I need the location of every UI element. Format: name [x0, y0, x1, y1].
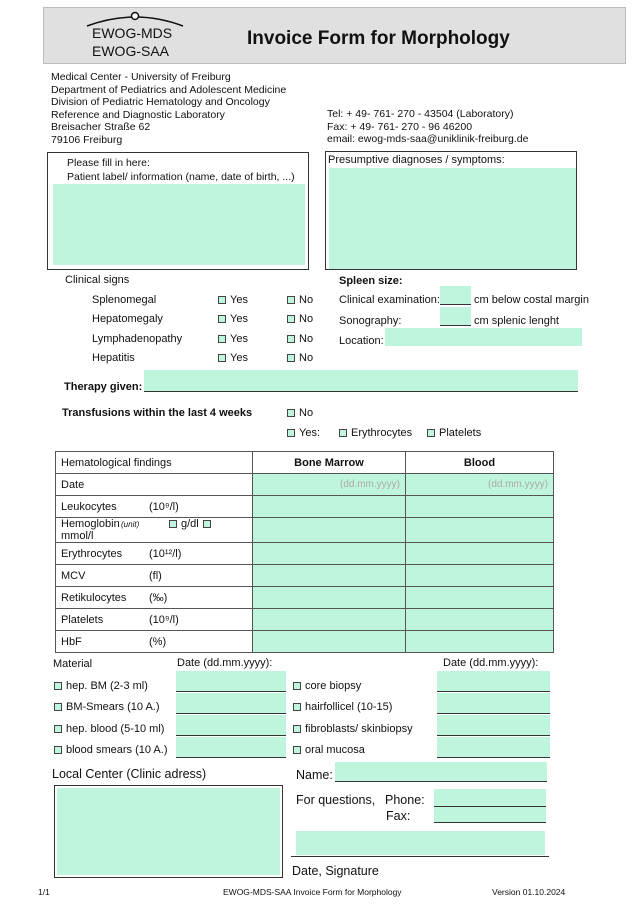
- table-row: [56, 452, 554, 474]
- spleen-sono-input[interactable]: [440, 307, 471, 326]
- bm-input[interactable]: [253, 565, 406, 587]
- spleen-clinical-label: Clinical examination:: [339, 294, 440, 306]
- row-label: Leukocytes (10⁹/l): [56, 496, 253, 518]
- signature-label: Date, Signature: [292, 864, 379, 878]
- fax-input[interactable]: [434, 807, 546, 823]
- material-date-input[interactable]: [176, 715, 286, 736]
- address-line: Medical Center - University of Freiburg: [51, 71, 231, 83]
- row-label: Retikulocytes (‰): [56, 587, 253, 609]
- bm-input[interactable]: [253, 518, 406, 543]
- footer-version: Version 01.10.2024: [492, 887, 566, 897]
- bm-date-input[interactable]: (dd.mm.yyyy): [253, 474, 406, 496]
- checkbox[interactable]: [293, 746, 301, 754]
- clinical-signs-title: Clinical signs: [65, 274, 130, 286]
- checkbox[interactable]: [287, 409, 295, 417]
- blood-input[interactable]: [406, 609, 554, 631]
- hematology-table: [55, 451, 554, 653]
- address-line: Breisacher Straße 62: [51, 121, 151, 133]
- material-date-input[interactable]: [437, 737, 550, 758]
- material-date-input[interactable]: [437, 671, 550, 692]
- material-option[interactable]: blood smears (10 A.): [54, 744, 168, 756]
- material-date-input[interactable]: [437, 693, 550, 714]
- table-row: [56, 518, 554, 543]
- address-line: Division of Pediatric Hematology and Oncology: [51, 96, 270, 108]
- col-blood: Blood: [406, 452, 554, 474]
- checkbox[interactable]: [287, 429, 295, 437]
- local-center-label: Local Center (Clinic adress): [52, 767, 207, 781]
- checkbox[interactable]: [293, 682, 301, 690]
- material-date-input[interactable]: [176, 671, 286, 692]
- checkbox[interactable]: [427, 429, 435, 437]
- checkbox[interactable]: [287, 354, 295, 362]
- checkbox[interactable]: [339, 429, 347, 437]
- material-date-input[interactable]: [176, 737, 286, 758]
- material-title: Material: [53, 658, 93, 670]
- material-date-input[interactable]: [437, 715, 550, 736]
- table-row: [56, 474, 554, 496]
- checkbox[interactable]: [54, 746, 62, 754]
- therapy-label: Therapy given:: [64, 381, 143, 393]
- checkbox[interactable]: [218, 296, 226, 304]
- checkbox[interactable]: [293, 725, 301, 733]
- row-unit: (%): [149, 635, 167, 648]
- row-label: Date: [56, 474, 253, 496]
- logo-line2: EWOG-SAA: [92, 43, 170, 59]
- signature-input[interactable]: [296, 831, 545, 855]
- checkbox[interactable]: [293, 703, 301, 711]
- spleen-title: Spleen size:: [339, 275, 403, 287]
- material-option[interactable]: oral mucosa: [293, 744, 365, 756]
- address-line: 79106 Freiburg: [51, 133, 123, 146]
- yes-option[interactable]: Yes: [218, 313, 248, 325]
- row-unit: (fl): [149, 569, 162, 582]
- clinical-sign-label: Splenomegal: [92, 294, 157, 306]
- row-unit: (10¹²/l): [149, 547, 182, 560]
- no-option[interactable]: No: [287, 352, 313, 364]
- diagnoses-input[interactable]: [329, 168, 576, 269]
- table-row: [56, 609, 554, 631]
- material-option[interactable]: fibroblasts/ skinbiopsy: [293, 723, 413, 735]
- phone-input[interactable]: [434, 789, 546, 807]
- bm-input[interactable]: [253, 631, 406, 653]
- material-date-input[interactable]: [176, 693, 286, 714]
- blood-date-input[interactable]: (dd.mm.yyyy): [406, 474, 554, 496]
- material-date-label: Date (dd.mm.yyyy):: [177, 657, 273, 669]
- bm-input[interactable]: [253, 609, 406, 631]
- checkbox[interactable]: [287, 335, 295, 343]
- row-label: MCV (fl): [56, 565, 253, 587]
- address-line: Department of Pediatrics and Adolescent Medicine: [51, 83, 287, 96]
- transfusion-ery-option[interactable]: Erythrocytes: [339, 427, 412, 439]
- spleen-sono-label: Sonography:: [339, 315, 402, 327]
- table-row: [56, 496, 554, 518]
- table-row: [56, 565, 554, 587]
- address-line: Reference and Diagnostic Laboratory: [51, 108, 225, 121]
- no-option[interactable]: No: [287, 313, 313, 325]
- logo-line1: EWOG-MDS: [92, 25, 173, 41]
- transfusions-label: Transfusions within the last 4 weeks: [62, 407, 253, 419]
- clinical-sign-label: Lymphadenopathy: [92, 333, 183, 345]
- transfusion-no-option[interactable]: No: [287, 407, 313, 419]
- page-title: Invoice Form for Morphology: [247, 28, 510, 49]
- checkbox[interactable]: [218, 354, 226, 362]
- yes-option[interactable]: Yes: [218, 333, 248, 345]
- contact-tel: Tel: + 49- 761- 270 - 43504 (Laboratory): [327, 108, 514, 120]
- spleen-clinical-input[interactable]: [440, 286, 471, 305]
- therapy-input[interactable]: [144, 370, 578, 392]
- material-option[interactable]: hep. BM (2-3 ml): [54, 680, 148, 692]
- row-label: Hemoglobin(unit) g/dlmmol/l: [56, 518, 253, 543]
- contact-block: [327, 108, 529, 146]
- clinical-sign-label: Hepatitis: [92, 352, 135, 364]
- bm-input[interactable]: [253, 496, 406, 518]
- footer-page: 1/1: [38, 887, 50, 897]
- spleen-clinical-unit: cm below costal margin: [474, 294, 589, 306]
- name-input[interactable]: [335, 762, 547, 782]
- spleen-sono-unit: cm splenic lenght: [474, 315, 559, 327]
- material-option[interactable]: hep. blood (5-10 ml): [54, 723, 164, 735]
- checkbox[interactable]: [203, 520, 211, 528]
- blood-input[interactable]: [406, 518, 554, 543]
- phone-label: Phone:: [385, 793, 425, 807]
- blood-input[interactable]: [406, 496, 554, 518]
- spleen-location-label: Location:: [339, 335, 384, 347]
- col-bone-marrow: Bone Marrow: [253, 452, 406, 474]
- row-unit: (10⁹/l): [149, 613, 179, 626]
- spleen-location-input[interactable]: [385, 328, 582, 346]
- transfusion-yes-option[interactable]: Yes:: [287, 427, 320, 439]
- table-row: [56, 587, 554, 609]
- material-option[interactable]: BM-Smears (10 A.): [54, 701, 160, 713]
- checkbox[interactable]: [169, 520, 177, 528]
- fax-label: Fax:: [386, 809, 411, 823]
- material-option[interactable]: core biopsy: [293, 680, 361, 692]
- patient-info-label: Patient label/ information (name, date of birth, ...): [67, 171, 295, 183]
- contact-email: email: ewog-mds-saa@uniklinik-freiburg.de: [327, 133, 529, 145]
- no-option[interactable]: No: [287, 294, 313, 306]
- row-unit: (unit): [121, 520, 140, 529]
- yes-option[interactable]: Yes: [218, 352, 248, 364]
- checkbox[interactable]: [54, 682, 62, 690]
- questions-label: For questions,: [296, 793, 376, 807]
- bm-input[interactable]: [253, 543, 406, 565]
- contact-fax: Fax: + 49- 761- 270 - 96 46200: [327, 120, 473, 133]
- yes-option[interactable]: Yes: [218, 294, 248, 306]
- row-unit: (10⁹/l): [149, 500, 179, 513]
- checkbox[interactable]: [54, 725, 62, 733]
- row-unit: (‰): [149, 591, 168, 604]
- table-row: [56, 543, 554, 565]
- blood-input[interactable]: [406, 543, 554, 565]
- logo: [90, 10, 190, 60]
- row-label: Erythrocytes (10¹²/l): [56, 543, 253, 565]
- patient-instruction: Please fill in here:: [67, 157, 150, 169]
- blood-input[interactable]: [406, 631, 554, 653]
- clinical-sign-label: Hepatomegaly: [92, 313, 163, 325]
- address-block: [51, 71, 286, 146]
- row-label: Platelets (10⁹/l): [56, 609, 253, 631]
- signature-line: [291, 856, 549, 857]
- checkbox[interactable]: [287, 315, 295, 323]
- hematology-title: Hematological findings: [56, 452, 253, 474]
- diagnoses-label: Presumptive diagnoses / symptoms:: [328, 154, 505, 166]
- checkbox[interactable]: [54, 703, 62, 711]
- patient-input[interactable]: [53, 184, 305, 265]
- name-label: Name:: [296, 768, 333, 782]
- local-center-input[interactable]: [57, 788, 280, 875]
- transfusion-plt-option[interactable]: Platelets: [427, 427, 481, 439]
- table-row: [56, 631, 554, 653]
- blood-input[interactable]: [406, 587, 554, 609]
- no-option[interactable]: No: [287, 333, 313, 345]
- row-label: HbF (%): [56, 631, 253, 653]
- blood-input[interactable]: [406, 565, 554, 587]
- bm-input[interactable]: [253, 587, 406, 609]
- material-date-label-right: Date (dd.mm.yyyy):: [443, 657, 539, 669]
- footer-title: EWOG-MDS-SAA Invoice Form for Morphology: [223, 887, 402, 897]
- checkbox[interactable]: [218, 335, 226, 343]
- material-option[interactable]: hairfollicel (10-15): [293, 701, 392, 713]
- checkbox[interactable]: [218, 315, 226, 323]
- checkbox[interactable]: [287, 296, 295, 304]
